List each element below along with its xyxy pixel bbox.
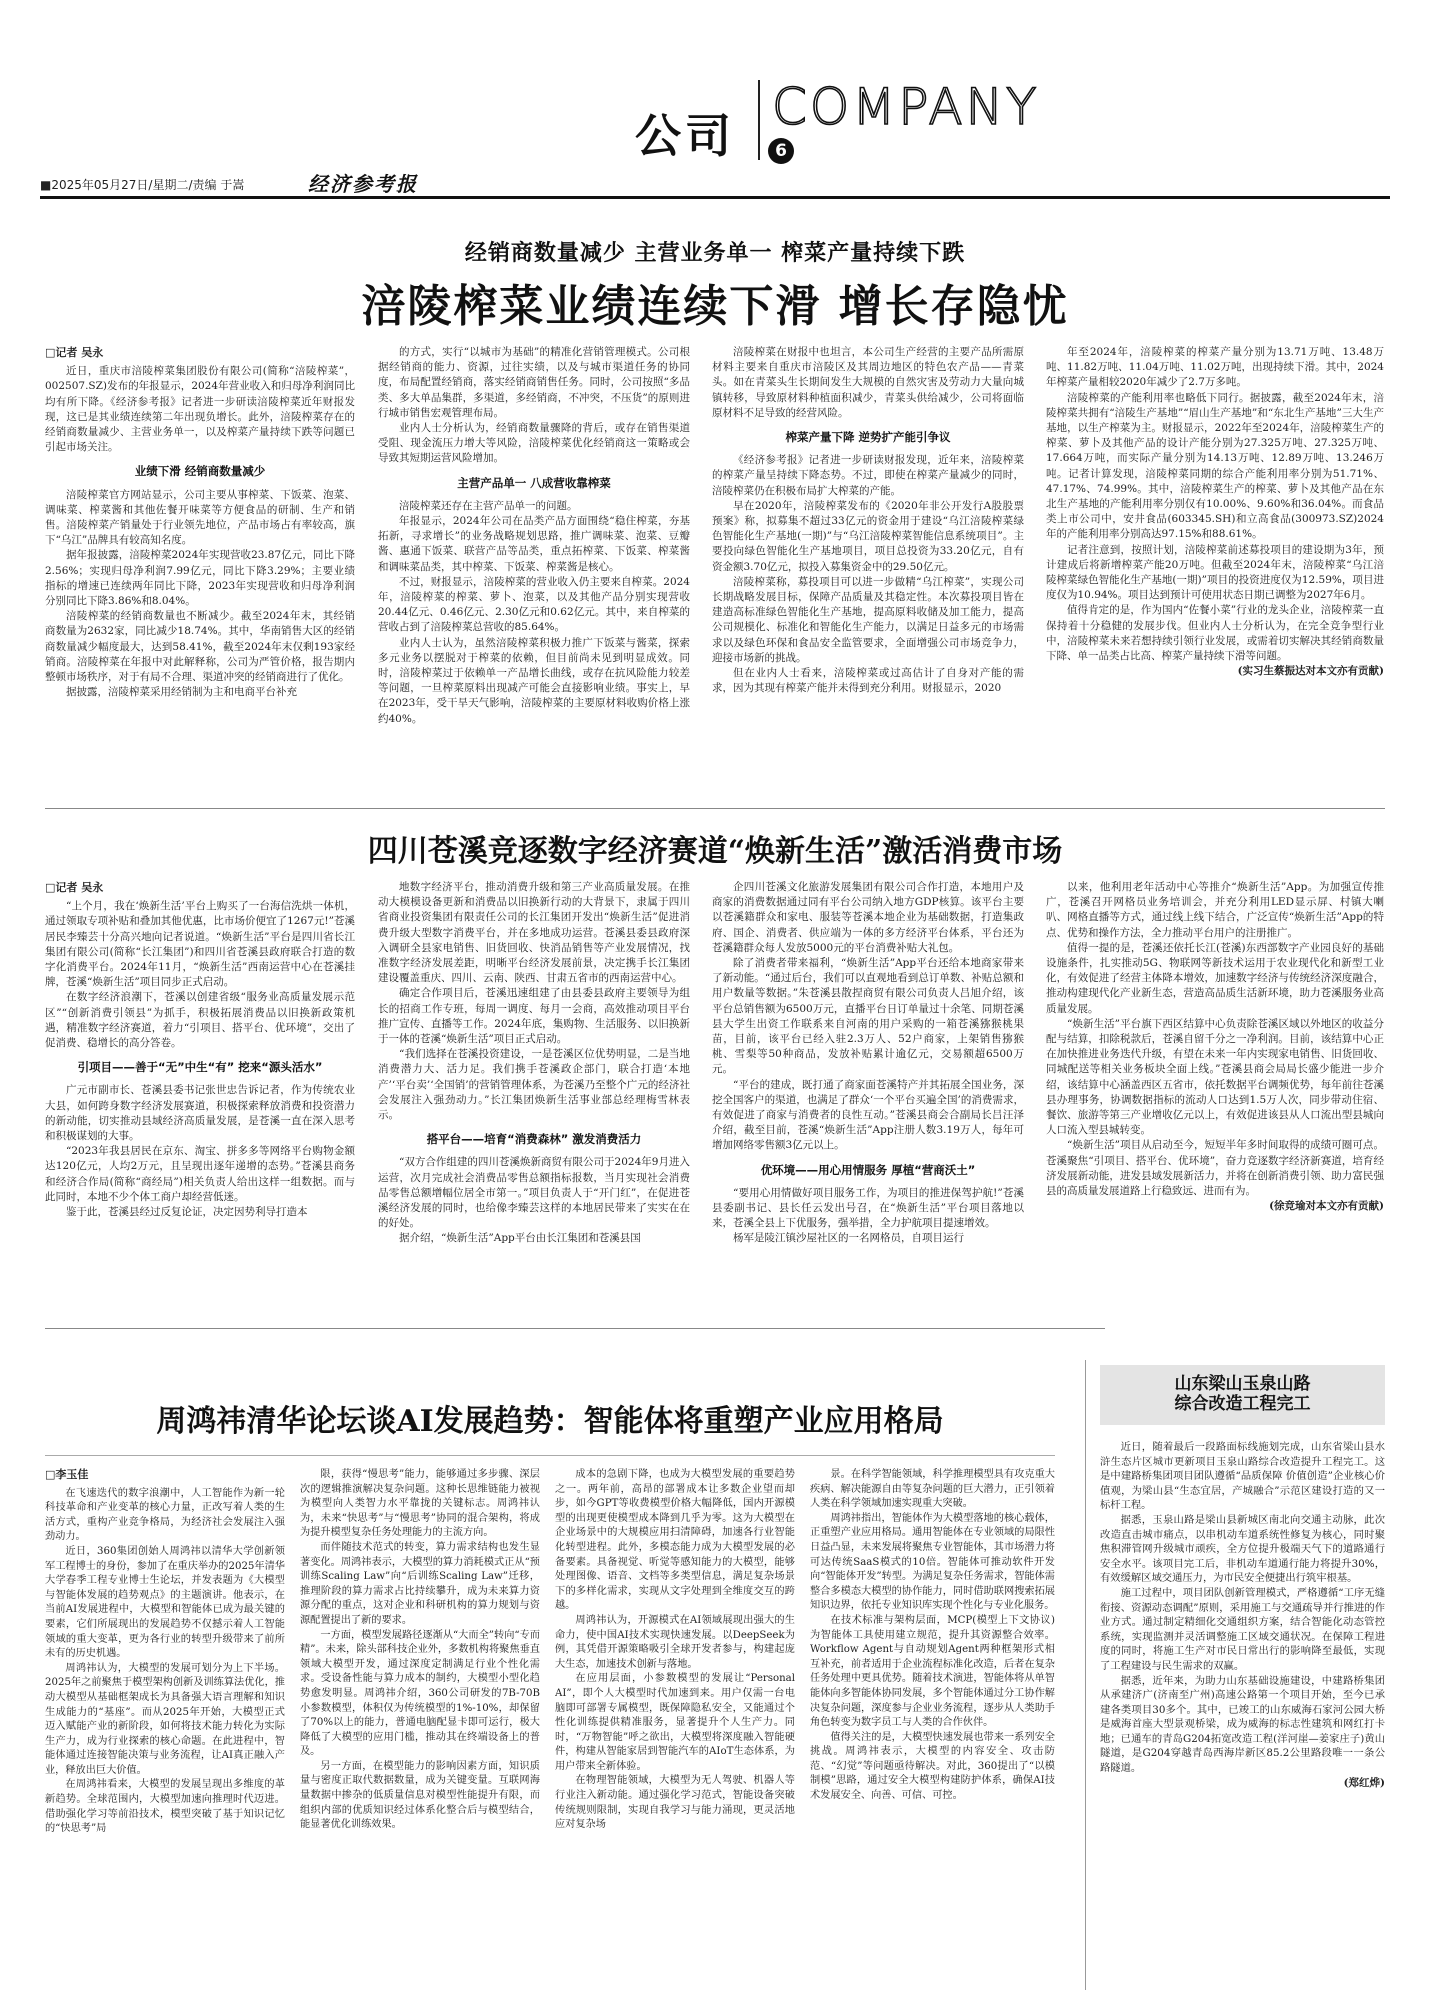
article-ai-col1	[45, 1468, 285, 1993]
paragraph: 《经济参考报》记者进一步研读财报发现，近年来，涪陵榨菜的榨菜产量呈持续下降态势。不过，即使在榨菜产量减少的同时，涪陵榨菜仍在积极布局扩大榨菜的产能。	[712, 454, 1024, 497]
paragraph: 而伴随技术范式的转变，算力需求结构也发生显著变化。周鸿祎表示，大模型的算力消耗模式正从“预训练Scaling Law”向“后训练Scaling Law”迁移，推理阶段的算力需求占比持续攀升，成为未来算力资源分配的重点，这对企业和科研机构的算力规划与资源配置提出了新的要求。	[300, 1541, 540, 1626]
masthead-rule	[40, 196, 1390, 199]
paragraph: “上个月，我在‘焕新生活’平台上购买了一台海信洗烘一体机，通过领取专项补贴和叠加其他优惠，比市场价便宜了1267元!”苍溪居民李臻芸十分高兴地向记者说道。“焕新生活”平台是四川省长江集团有限公司(简称“长江集团”)和四川省苍溪县政府联合打造的数字化消费平台。2024年11月，“焕新生活”西南运营中心在苍溪挂牌，苍溪“焕新生活”项目同步正式启动。	[45, 900, 355, 989]
article-divider	[45, 808, 1385, 809]
paragraph: “平台的建成，既打通了商家面苍溪特产并其拓展全国业务，深挖全国客户的渠道，也满足了群众‘一个平台买遍全国’的消费需求，有效促进了商家与消费者的良性互动。”苍溪县商会合副局长吕汪泽介绍，截至目前，苍溪“焕新生活”App注册人数3.19万人，每年可增加网络零售额3亿元以上。	[712, 1078, 1024, 1152]
article-cangxi-headline: 四川苍溪竞逐数字经济赛道“焕新生活”激活消费市场	[367, 834, 1063, 869]
article-cangxi-col2	[378, 880, 690, 1310]
paragraph: “要用心用情做好项目服务工作，为项目的推进保驾护航!”苍溪县委副书记、县长任云发出号召，在“焕新生活”平台项目落地以来，苍溪全县上下优服务，强举措，全力护航项目提速增效。	[712, 1186, 1024, 1230]
article-fuling-col2	[378, 345, 690, 790]
article-ai-col3	[555, 1468, 795, 1993]
paragraph: 限，获得“慢思考”能力，能够通过多步骤、深层次的逻辑推演解决复杂问题。这种长思维链能力被视为模型向人类智力水平靠拢的关键标志。周鸿祎认为，未来“快思考”与“慢思考”协同的混合架构，将成为提升模型复杂任务处理能力的主流方向。	[300, 1469, 540, 1539]
paragraph: “我们选择在苍溪投资建设，一是苍溪区位优势明显，二是当地消费潜力大、活力足。我们携手苍溪政企部门，联合打造‘本地产’‘平台卖’‘全国销’的营销管理体系，为苍溪乃至整个广元的经济社会发展注入强劲动力。”长江集团焕新生活事业部总经理梅雪林表示。	[378, 1048, 690, 1122]
subheading: 引项目——善于“无”中生“有” 挖来“源头活水”	[77, 1060, 323, 1075]
article-divider	[45, 1455, 1055, 1456]
article-liangshan-body	[1100, 1440, 1385, 1995]
paragraph: 近日，随着最后一段路面标线施划完成，山东省梁山县水浒生态片区城市更新项目玉泉山路综合改造提升工程完工。这是中建路桥集团项目团队遵循“品质保障 价值创造”企业核心价值观，为梁山县“生态宜居，产城融合”示范区建设打造的又一标杆工程。	[1100, 1441, 1385, 1512]
paper-name-logo: 经济参考报	[308, 172, 418, 196]
paragraph: 涪陵榨菜在财报中也坦言，本公司生产经营的主要产品所需原材料主要来自重庆市涪陵区及其周边地区的特色农产品——青菜头。如在青菜头生长期间发生大规模的自然灾害及劳动力大量向城镇转移，导致原材料种植面积减少，青菜头供给减少，公司将面临原材料不足导致的经营风险。	[712, 346, 1024, 419]
paragraph: “焕新生活”项目从启动至今，短短半年多时间取得的成绩可圈可点。苍溪聚焦“引项目、搭平台、优环境”，奋力竞逐数字经济新赛道，培育经济发展新动能，进发县域发展新活力，并将在创新消费引领、助力富民强县的高质量发展道路上行稳致远、进而有为。	[1046, 1139, 1384, 1198]
article-liangshan-header	[1100, 1365, 1385, 1425]
byline: □李玉佳	[45, 1468, 89, 1481]
paragraph: “双方合作组建的四川苍溪焕新商贸有限公司于2024年9月进入运营，次月完成社会消费品零售总额指标报数，当月实现社会消费品零售总额增幅位居全市第一。”项目负责人于“开门红”，在促进苍溪经济发展的同时，也给像李臻芸这样的本地居民带来了实实在在的好处。	[378, 1156, 690, 1230]
paragraph: 值得关注的是，大模型快速发展也带来一系列安全挑战。周鸿祎表示，大模型的内容安全、攻击防范、“幻觉”等问题亟待解决。对此，360提出了“以模制模”思路，通过安全大模型构建防护体系，确保AI技术发展安全、向善、可信、可控。	[810, 1731, 1055, 1802]
paragraph: 值得肯定的是，作为国内“佐餐小菜”行业的龙头企业，涪陵榨菜一直保持着十分稳健的发展步伐。但业内人士分析认为，在完全竞争型行业中，涪陵榨菜未来若想持续引领行业发展，或需着切实解决其经销商数量下降、单一品类占比高、榨菜产量持续下滑等问题。	[1046, 604, 1384, 663]
paragraph: 涪陵榨菜的产能利用率也略低下同行。据披露，截至2024年末，涪陵榨菜共拥有“涪陵生产基地”“眉山生产基地”和“东北生产基地”三大生产基地，以生产榨菜为主。财报显示，2022年至2024年，涪陵榨菜生产的榨菜、萝卜及其他产品的设计产能分别为27.325万吨、27.325万吨、17.664万吨，而实际产量分别为14.13万吨、12.89万吨、13.246万吨。记者计算发现，涪陵榨菜同期的综合产能利用率分别为51.71%、47.17%、74.99%。其中，涪陵榨菜生产的榨菜、萝卜及其他产品在东北生产基地的产能利用率分别仅有10.00%、9.60%和36.04%。而食品类上市公司中，安井食品(603345.SH)和立高食品(300973.SZ)2024年的产能利用率分别高达97.15%和88.61%。	[1046, 391, 1384, 541]
byline: □记者 吴永	[45, 346, 104, 359]
paragraph: 施工过程中，项目团队创新管理模式，严格遵循“工序无缝衔接、资源动态调配”原则，采用施工与交通疏导并行推进的作业方式。通过制定精细化交通组织方案，结合智能化动态管控系统，实现监测并灵活调整施工区域交通状况。在保障工程进度的同时，将施工生产对市民日常出行的影响降至最低，实现了工程建设与民生需求的双赢。	[1100, 1586, 1385, 1672]
article-fuling-kicker: 经销商数量减少 主营业务单一 榨菜产量持续下跌	[464, 241, 966, 266]
subheading: 榨菜产量下降 逆势扩产能引争议	[785, 430, 951, 445]
column-separator	[1085, 1360, 1086, 1990]
paragraph: 涪陵榨菜的经销商数量也不断减少。截至2024年末，其经销商数量为2632家，同比减少18.74%。其中，华南销售大区的经销商数量减少幅度最大，达到58.41%，截至2024年末仅剩193家经销商。涪陵榨菜在年报中对此解释称，公司为严管价格，报告期内整顿市场秩序，对于有局不合理、渠道冲突的经销商进行了优化。	[45, 610, 355, 684]
subheading: 优环境——用心用情服务 厚植“营商沃土”	[760, 1162, 976, 1177]
subheading: 主营产品单一 八成营收靠榨菜	[457, 475, 611, 490]
subheading: 搭平台——培育“消费森林” 激发消费活力	[426, 1132, 642, 1147]
paragraph: 另一方面，在模型能力的影响因素方面，知识质量与密度正取代数据数量，成为关键变量。互联网海量数据中掺杂的低质量信息对模型性能提升有限，而组织内部的优质知识经过体系化整合后与模型结合，能显著优化训练效果。	[300, 1760, 540, 1831]
paragraph: 涪陵榨菜官方网站显示，公司主要从事榨菜、下饭菜、泡菜、调味菜、榨菜酱和其他佐餐开味菜等方便食品的研制、生产和销售。涪陵榨菜产销量处于行业领先地位，产品市场占有率较高，旗下“乌江”品牌具有较高知名度。	[45, 488, 355, 547]
paragraph: 成本的急剧下降，也成为大模型发展的重要趋势之一。两年前，高昂的部署成本让多数企业望而却步，如今GPT等收费模型价格大幅降低，国内开源模型的出现更使模型成本降到几乎为零。这为大模型在企业场景中的大规模应用扫清障碍，加速各行业智能化转型进程。此外，多模态能力成为大模型发展的必备要素。具备视觉、听觉等感知能力的大模型，能够处理图像、语音、文档等多类型信息，满足复杂场景下的多样化需求，实现从文字处理到全维度交互的跨越。	[555, 1469, 795, 1612]
author-credit: (郑红烨)	[1343, 1776, 1385, 1789]
article-ai-col2	[300, 1468, 540, 1993]
paragraph: 景。在科学智能领域，科学推理模型具有攻克重大疾病、解决能源自由等复杂问题的巨大潜力，正引领着人类在科学领域加速实现重大突破。	[810, 1469, 1055, 1510]
paragraph: 杨军是陵江镇沙屋社区的一名网格员，自项目运行	[733, 1232, 964, 1245]
paragraph: 在技术标准与架构层面，MCP(模型上下文协议)为智能体工具使用建立规范，提升其资源整合效率。Workflow Agent与自动规划Agent两种框架形式相互补充，前者适用于企业流程标准化改造，后者在复杂任务处理中更具优势。随着技术演进，智能体将从单智能体向多智能体协同发展，多个智能体通过分工协作解决复杂问题，深度参与企业业务流程，逐步从人类助手角色转变为数字员工与人类的合作伙伴。	[810, 1614, 1055, 1729]
article-cangxi-col3	[712, 880, 1024, 1310]
paragraph: 值得一提的是，苍溪还依托长江(苍溪)东西部数字产业园良好的基础设施条件，扎实推动5G、物联网等新技术运用于农业现代化和新型工业化，有效促进了经营主体降本增效，加速数字经济与传统经济深度融合，推动构建现代化产业新生态，营造高品质生活新环境，助力苍溪服务业高质量发展。	[1046, 941, 1384, 1015]
paragraph: 以来，他利用老年活动中心等推介“焕新生活”App。为加强宣传推广，苍溪召开网格员业务培训会，并充分利用LED显示屏、村镇大喇叭、网格直播等方式，通过线上线下结合，广泛宣传“焕新生活”App的特点、优势和操作方法，全力推动平台用户的注册推广。	[1046, 881, 1384, 939]
paragraph: 在飞速迭代的数字浪潮中，人工智能作为新一轮科技革命和产业变革的核心力量，正改写着人类的生活方式，重构产业竞争格局，为经济社会发展注入强劲动力。	[45, 1487, 285, 1543]
paragraph: 业内人士分析认为，经销商数量骤降的背后，或存在销售渠道受阻、现金流压力增大等风险，涪陵榨菜优化经销商这一策略或会导致其短期运营风险增加。	[378, 422, 690, 465]
paragraph: 在数字经济浪潮下，苍溪以创建省级“服务业高质量发展示范区”“创新消费引领县”为抓手，积极拓展消费品以旧换新政策机遇，精准数字经济赛道，着力“引项目、搭平台、优环境”，交出了促消费、稳增长的高分答卷。	[45, 991, 355, 1050]
article-cangxi-col1	[45, 880, 355, 1310]
paragraph: 在应用层面，小参数模型的发展让“Personal AI”，即个人大模型时代加速到来。用户仅需一台电脑即可部署专属模型，既保障隐私安全，又能通过个性化训练提供精准服务，显著提升个人生产力。同时，“万物智能”呼之欲出，大模型将深度融入智能硬件，构建从智能家居到智能汽车的AIoT生态体系，为用户带来全新体验。	[555, 1673, 795, 1772]
paragraph: “焕新生活”平台旗下西区结算中心负责除苍溪区域以外地区的收益分配与结算，扣除税款后，苍溪自留千分之一净利润。目前，该结算中心正在加快推进业务迭代升级，有望在未来一年内实现家电销售、旧货回收、同城配送等相关业务板块全面上线。”苍溪县商会局局长盛少能进一步介绍，该结算中心涵盖西区五省市，依托数据平台调频优势，每年前往苍溪县办理事务，协调数据指标的流动人口达到1.5万人次，同步带动住宿、餐饮、旅游等第三产业增收亿元以上，有效促进该县从人口流出型县城向人口流入型县城转变。	[1046, 1017, 1384, 1137]
paragraph: 不过，财报显示，涪陵榨菜的营业收入仍主要来自榨菜。2024年，涪陵榨菜的榨菜、萝卜、泡菜，以及其他产品分别实现营收20.44亿元、0.46亿元、2.30亿元和0.62亿元。其中，来自榨菜的营收占到了涪陵榨菜总营收的85.64%。	[378, 575, 690, 634]
byline: □记者 吴永	[45, 881, 104, 894]
article-divider	[45, 1328, 1105, 1329]
paragraph: 除了消费者带来福利，“焕新生活”App平台还给本地商家带来了新动能。“通过后台，我们可以直观地看到总订单数、补贴总额和用户数量等数据。”朱苍溪县散捏商贸有限公司负责人吕旭介绍，该平台总销售额为6500万元，直播平台日订单量过十余笔、同期苍溪县大学生出资工作联系来自河南的用户采购的一箱苍溪猕猴桃果苗，目前，该平台已经入驻2.3万人、52户商家，上架销售猕猴桃、雪梨等50种商品，发放补贴累计逾亿元，交易额超6500万元。	[712, 957, 1024, 1076]
article-ai-headline: 周鸿祎清华论坛谈AI发展趋势：智能体将重塑产业应用格局	[156, 1404, 944, 1439]
article-cangxi-col4	[1046, 880, 1384, 1310]
paragraph: 企四川苍溪文化旅游发展集团有限公司合作打造，本地用户及商家的消费数据通过同有平台公司纳入地方GDP核算。该平台主要以苍溪籍群众和家电、服装等苍溪本地企业为基础数据，打造集政府、国企、消费者、供应端为一体的多方经济平台体系，平台还为苍溪籍群众每人发放5000元的平台消费补贴大礼包。	[712, 881, 1024, 954]
paragraph: 记者注意到，按照计划，涪陵榨菜前述募投项目的建设期为3年，预计建成后将新增榨菜产能20万吨。但截至2024年末，涪陵榨菜“乌江涪陵榨菜绿色智能化生产基地(一期)”项目的投资进度仅为12.59%，项目进度仅为10.94%。项目达到预计可使用状态日期已调整为2027年6月。	[1046, 543, 1384, 602]
paragraph: 据介绍，“焕新生活”App平台由长江集团和苍溪县国	[399, 1232, 641, 1245]
contributor-credit: (实习生蔡振达对本文亦有贡献)	[1237, 665, 1384, 678]
section-divider	[758, 80, 760, 160]
paragraph: 但在业内人士看来，涪陵榨菜或过高估计了自身对产能的需求，因为其现有榨菜产能并未得到充分利用。财报显示，2020	[712, 667, 1024, 695]
paragraph: 一方面，模型发展路径逐渐从“大而全”转向“专而精”。未来，除头部科技企业外，多数机构将聚焦垂直领域大模型开发，通过深度定制满足行业个性化需求。受设备性能与算力成本的制约，大模型小型化趋势愈发明显。周鸿祎介绍，360公司研发的7B-70B小参数模型，体积仅为传统模型的1%-10%，却保留了70%以上的能力，普通电脑配显卡即可运行，极大降低了大模型的应用门槛，推动其在终端设备上的普及。	[300, 1629, 540, 1758]
paragraph: 据悉，近年来，为助力山东基础设施建设，中建路桥集团从承建济广(济南至广州)高速公路第一个项目开始，至今已承建各类项目30多个。其中，已竣工的山东威海石家河公园大桥是威海首座大型景观桥梁，成为威海的标志性建筑和网红打卡地；已通车的青岛G204拓宽改造工程(洋河崖—姜家庄子)黄山隧道，是G204穿越青岛西海岸新区85.2公里路段唯一一条公路隧道。	[1100, 1674, 1385, 1775]
section-title-cn: 公司	[635, 109, 735, 163]
article-fuling-col1	[45, 345, 355, 790]
contributor-credit: (徐竞瑜对本文亦有贡献)	[1269, 1200, 1384, 1213]
paragraph: 年报显示，2024年公司在品类产品方面围绕“稳住榨菜，夯基拓新，寻求增长”的业务战略规划思路，推广调味菜、泡菜、豆瓣酱、惠通下饭菜、联营产品等品类，重点拓榨菜、下饭菜、榨菜酱和调味菜品类，其中榨菜、下饭菜、榨菜酱是核心。	[378, 515, 690, 573]
page-number: 6	[775, 141, 787, 161]
paragraph: 地数字经济平台，推动消费升级和第三产业高质量发展。在推动大模模设备更新和消费品以旧换新行动的大背景下，隶属于四川省商业投资集团有限责任公司的长江集团开发出“焕新生活”促进消费升级大型数字消费平台，并在多地成功运营。苍溪县委县政府深入调研全县家电销售、旧货回收、快消品销售等产业发展情况，找准数字经济发展差距，明晰平台经济发展前景，决定携手长江集团建设覆盖重庆、四川、云南、陕西、甘肃五省市的西南运营中心。	[378, 881, 690, 985]
paragraph: 近日，重庆市涪陵榨菜集团股份有限公司(简称“涪陵榨菜”，002507.SZ)发布的年报显示，2024年营业收入和归母净利润同比均有所下降。《经济参考报》记者进一步研读涪陵榨菜近年财报发现，这已是其业绩连续第二年出现负增长。此外，涪陵榨菜存在的经销商数量减少、主营业务单一，以及榨菜产量持续下跌等问题已引起市场关注。	[45, 365, 355, 454]
paragraph: 业内人士认为，虽然涪陵榨菜积极力推广下饭菜与酱菜，探索多元业务以摆脱对于榨菜的依赖，但目前尚未见到明显成效。同时，涪陵榨菜过于依赖单一产品增长曲线，或存在抗风险能力较差等问题，一旦榨菜原料出现减产可能会直接影响业绩。事实上，早在2023年，受干旱天气影响，涪陵榨菜的主要原材料收购价格上涨约40%。	[378, 636, 690, 725]
paragraph: 年至2024年，涪陵榨菜的榨菜产量分别为13.71万吨、13.48万吨、11.82万吨、11.04万吨、11.02万吨，出现持续下滑。其中，2024年榨菜产量相较2020年减少了2.7万多吨。	[1046, 346, 1384, 389]
paragraph: 周鸿祎指出，智能体作为大模型落地的核心载体，正重塑产业应用格局。通用智能体在专业领域的局限性日益凸显，未来发展将聚焦专业智能体，其市场潜力将可达传统SaaS模式的10倍。智能体可推动软件开发向“智能体开发”转型。为满足复杂任务需求，智能体需整合多模态大模型的协作能力，同时借助联网搜索拓展知识边界，依托专业知识库实现个性化与专业化服务。	[810, 1512, 1055, 1612]
paragraph: “2023年我县居民在京东、淘宝、拼多多等网络平台购物金额达120亿元，人均2万元，且呈现出逐年递增的态势。”苍溪县商务和经济合作局(简称“商经局”)相关负责人给出这样一组数据。而与此同时，本地不少个体工商户却经营低迷。	[45, 1145, 355, 1203]
paragraph: 据悉，玉泉山路是梁山县新城区南北向交通主动脉，此次改造直击城市痛点，以串机动车道系统性修复为核心，同时聚焦积滞管网升级城市顽疾，全方位提升极端天气下的道路通行安全水平。该项目完工后，非机动车道通行能力将提升30%，有效缓解区域交通压力，为市民安全便捷出行筑牢根基。	[1100, 1513, 1385, 1585]
paragraph: 涪陵榨菜还存在主营产品单一的问题。	[399, 499, 578, 512]
article-liangshan-headline-line2: 综合改造工程完工	[1174, 1394, 1311, 1414]
paragraph: 广元市副市长、苍溪县委书记张世忠告诉记者，作为传统农业大县，如何跨身数字经济发展赛道，积极探索释放消费和投资潜力的新动能，切实推动县域经济高质量发展，是苍溪一直在深入思考和积极谋划的大事。	[45, 1084, 355, 1143]
paragraph: 的方式，实行“以城市为基础”的精准化营销管理模式。公司根据经销商的能力、资源，过往实绩，以及与城市渠道任务的协同度，布局配置经销商，落实经销商销售任务。同时，公司按照“多品类、多大单品集群，多渠道，多经销商，不冲突，不压货”的原则进行城市销售宏观管理布局。	[378, 346, 690, 419]
paragraph: 周鸿祎认为，大模型的发展可划分为上下半场。2025年之前聚焦于模型架构创新及训练算法优化，推动大模型从基础框架成长为具备强大语言理解和知识生成能力的“基座”。而从2025年开始，大模型正式迈入赋能产业的新阶段，如何将技术能力转化为实际生产力，成为行业探索的核心命题。在此进程中，智能体通过连接智能决策与业务流程，让AI真正融入产业，释放出巨大价值。	[45, 1662, 285, 1776]
article-fuling-col3	[712, 345, 1024, 790]
article-liangshan-headline-line1: 山东梁山玉泉山路	[1174, 1374, 1311, 1394]
page-number-badge	[768, 138, 794, 164]
paragraph: 周鸿祎认为，开源模式在AI领域展现出强大的生命力，使中国AI技术实现快速发展。以DeepSeek为例，其凭借开源策略吸引全球开发者参与，构建起庞大生态，加速技术创新与落地。	[555, 1614, 795, 1670]
paragraph: 鉴于此，苍溪县经过反复论证，决定因势利导打造本	[66, 1206, 308, 1219]
paragraph: 确定合作项目后，苍溪迅速组建了由县委县政府主要领导为组长的招商工作专班，每周一调度、每月一会商，高效推动项目平台推广宣传、直播等工作。2024年底，集购物、生活服务、以旧换新于一体的苍溪“焕新生活”项目正式启动。	[378, 987, 690, 1046]
masthead	[0, 0, 1430, 200]
paragraph: 在周鸿祎看来，大模型的发展呈现出多维度的革新趋势。全球范围内，大模型加速向推理时代迈进。借助强化学习等前沿技术，模型突破了基于知识记忆的“快思考”局	[45, 1779, 285, 1835]
paragraph: 早在2020年，涪陵榨菜发布的《2020年非公开发行A股股票预案》称，拟募集不超过33亿元的资金用于建设“乌江涪陵榨菜绿色智能化生产基地(一期)”与“乌江涪陵榨菜智能信息系统项目”。主要投向绿色智能化生产基地项目，项目总投资为33.20亿元，自有资金额3.70亿元，拟投入募集资金中的29.50亿元。	[712, 499, 1024, 573]
section-title-en: COMPANY	[772, 78, 1040, 136]
article-ai-col4	[810, 1468, 1055, 1993]
paragraph: 涪陵榨菜称，募投项目可以进一步做精“乌江榨菜”，实现公司长期战略发展目标，保障产品质量及其稳定性。本次募投项目皆在建造高标准绿色智能化生产基地，提高原料收储及加工能力，提高公司规模化、标准化和智能化生产能力，以满足日益多元的市场需求以及绿色环保和食品安全监管要求，全面增强公司市场竞争力，迎接市场新的挑战。	[712, 575, 1024, 664]
paragraph: 近日，360集团创始人周鸿祎以清华大学创新领军工程博士的身份，参加了在重庆举办的2025年清华大学春季工程专业博士生论坛，并发表题为《大模型与智能体发展的趋势观点》的主题演讲。他表示，在当前AI发展进程中，大模型和智能体已成为最关键的要素，它们所展现出的发展趋势不仅撼示着人工智能领域的重大变革，更为各行业的转型升级带来了前所未有的历史机遇。	[45, 1545, 285, 1660]
paragraph: 据披露，涪陵榨菜采用经销制为主和电商平台补充	[66, 686, 297, 699]
article-fuling-headline: 涪陵榨菜业绩连续下滑 增长存隐忧	[361, 281, 1069, 332]
paragraph: 据年报披露，涪陵榨菜2024年实现营收23.87亿元，同比下降2.56%；实现归母净利润7.99亿元，同比下降3.29%；主要业绩指标的增速已连续两年同比下降，2023年实现营收和归母净利润分别同比下降3.86%和8.04%。	[45, 549, 355, 608]
subheading: 业绩下滑 经销商数量减少	[134, 464, 266, 479]
date-line: ■2025年05月27日/星期二/责编 于嵩	[40, 178, 245, 192]
article-fuling-col4	[1046, 345, 1384, 790]
paragraph: 在物理智能领域，大模型为无人驾驶、机器人等行业注入新动能。通过强化学习范式，智能设备突破传统规则限制，实现自我学习与能力涌现，更灵活地应对复杂场	[555, 1775, 795, 1831]
